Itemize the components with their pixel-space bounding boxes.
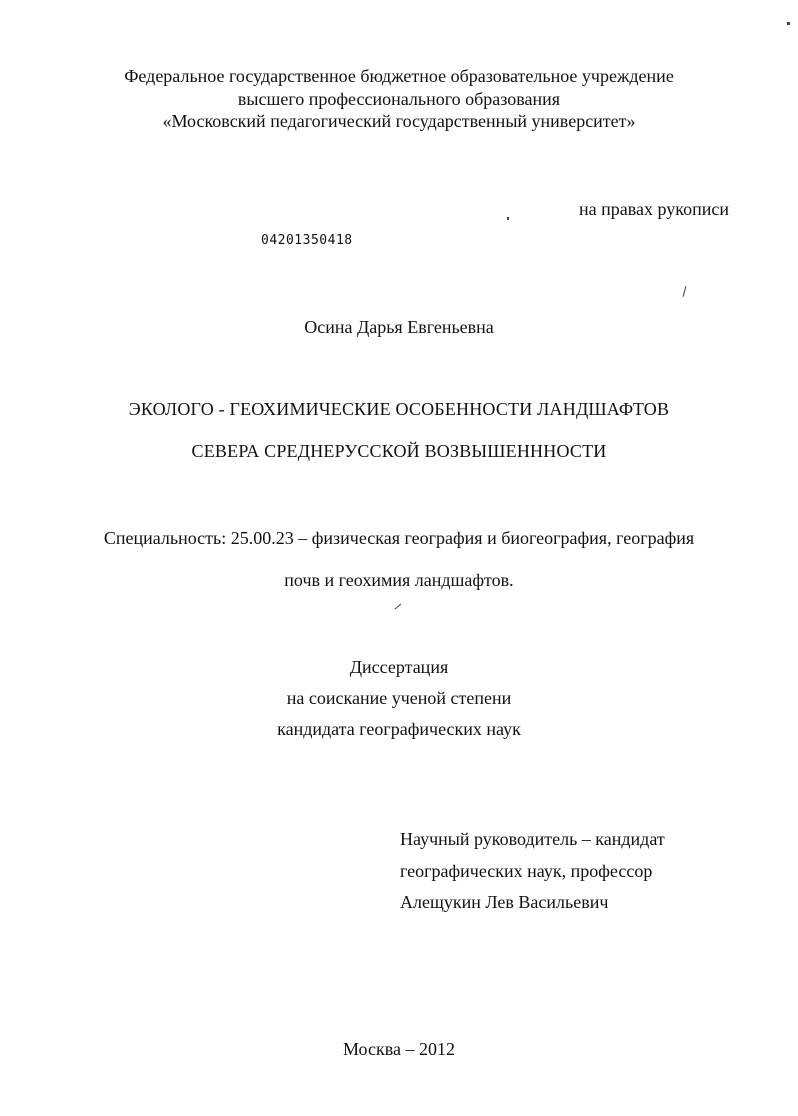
supervisor-line-1: Научный руководитель – кандидат xyxy=(400,829,665,849)
supervisor-line-3: Алещукин Лев Васильевич xyxy=(400,892,609,912)
supervisor-line-2: географических наук, профессор xyxy=(400,861,653,881)
institution-line-2: высшего профессионального образования xyxy=(237,89,561,109)
dissertation-title-line-2: СЕВЕРА СРЕДНЕРУССКОЙ ВОЗВЫШЕНННОСТИ xyxy=(191,441,607,461)
registration-number: 04201350418 xyxy=(261,233,353,248)
degree-line-1: Диссертация xyxy=(349,657,449,677)
scan-speck xyxy=(787,22,790,25)
degree-line-2: на соискание ученой степени xyxy=(286,688,512,708)
city-year: Москва – 2012 xyxy=(343,1039,455,1059)
scan-speck xyxy=(507,217,509,220)
institution-line-1: Федеральное государственное бюджетное образовательное учреждение xyxy=(124,66,674,86)
specialty-line-2: почв и геохимия ландшафтов. xyxy=(284,570,514,590)
degree-line-3: кандидата географических наук xyxy=(277,719,521,739)
manuscript-note: на правах рукописи xyxy=(579,199,729,219)
author-name: Осина Дарья Евгеньевна xyxy=(304,317,494,337)
scan-mark xyxy=(683,286,687,297)
specialty-line-1: Специальность: 25.00.23 – физическая география и биогеография, география xyxy=(103,528,695,548)
scan-mark xyxy=(395,604,402,610)
dissertation-title-line-1: ЭКОЛОГО - ГЕОХИМИЧЕСКИЕ ОСОБЕННОСТИ ЛАНДШАФТОВ xyxy=(128,399,670,419)
institution-line-3: «Московский педагогический государственный университет» xyxy=(162,111,636,131)
